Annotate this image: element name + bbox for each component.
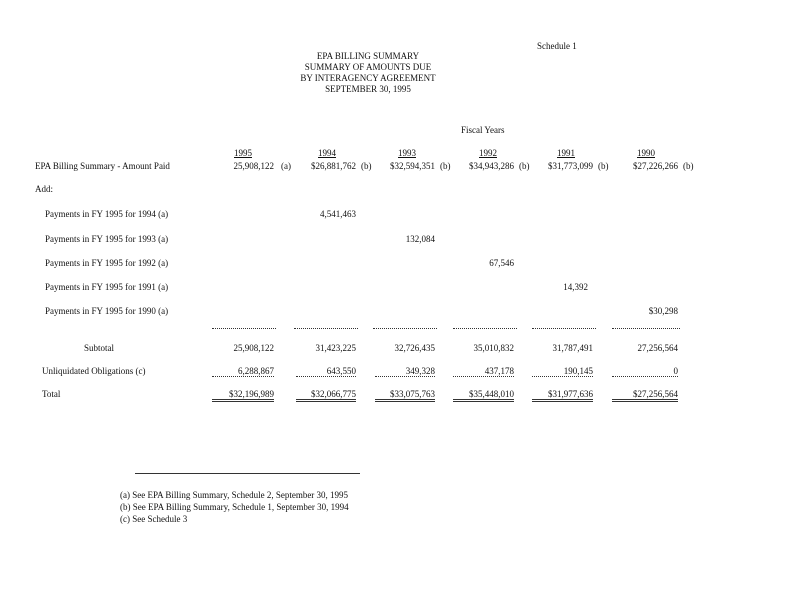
payment-row-label-1993: Payments in FY 1995 for 1993 (a): [45, 234, 169, 244]
year-header-1991: 1991: [557, 148, 575, 158]
total-value-1994: $32,066,775: [296, 389, 356, 402]
payment-value-1991: 14,392: [563, 282, 588, 292]
year-header-1993: 1993: [398, 148, 416, 158]
total-value-1995: $32,196,989: [212, 389, 274, 402]
billing-value-1993: $32,594,351: [390, 161, 435, 171]
subtotal-rule-1995: [212, 328, 276, 329]
total-value-1991: $31,977,636: [532, 389, 593, 402]
footnote-c: (c) See Schedule 3: [120, 514, 188, 524]
year-header-1995: 1995: [234, 148, 252, 158]
payment-value-1994: 4,541,463: [320, 209, 356, 219]
payment-value-1993: 132,084: [405, 234, 435, 244]
subtotal-value-1994: 31,423,225: [315, 343, 356, 353]
billing-value-1995: 25,908,122: [233, 161, 274, 171]
billing-note-1992: (b): [519, 161, 530, 171]
title-line-2: SUMMARY OF AMOUNTS DUE: [304, 62, 432, 72]
billing-value-1991: $31,773,099: [548, 161, 593, 171]
title-line-4: SEPTEMBER 30, 1995: [325, 84, 411, 94]
billing-value-1994: $26,881,762: [311, 161, 356, 171]
unliquidated-label: Unliquidated Obligations (c): [42, 366, 146, 376]
footnotes: [120, 489, 349, 525]
payment-row-label-1991: Payments in FY 1995 for 1991 (a): [45, 282, 169, 292]
unliquidated-value-1993: 349,328: [375, 366, 435, 377]
billing-value-1992: $34,943,286: [469, 161, 514, 171]
schedule-label: Schedule 1: [537, 41, 577, 51]
unliquidated-value-1994: 643,550: [296, 366, 356, 377]
subtotal-value-1995: 25,908,122: [233, 343, 274, 353]
year-header-1994: 1994: [318, 148, 336, 158]
payment-value-1992: 67,546: [489, 258, 514, 268]
add-label: Add:: [35, 184, 53, 194]
subtotal-rule-1992: [453, 328, 517, 329]
subtotal-label: Subtotal: [84, 343, 115, 353]
year-header-1992: 1992: [479, 148, 497, 158]
billing-note-1993: (b): [440, 161, 451, 171]
title-line-1: EPA BILLING SUMMARY: [316, 51, 420, 61]
title-block: [268, 51, 468, 95]
title-line-3: BY INTERAGENCY AGREEMENT: [300, 73, 436, 83]
unliquidated-value-1995: 6,288,867: [212, 366, 274, 377]
payment-value-1990: $30,298: [648, 306, 678, 316]
subtotal-rule-1994: [294, 328, 358, 329]
fiscal-years-label: Fiscal Years: [461, 125, 505, 135]
footnote-divider: [135, 473, 360, 474]
subtotal-rule-1991: [532, 328, 596, 329]
subtotal-value-1992: 35,010,832: [473, 343, 514, 353]
subtotal-value-1991: 31,787,491: [552, 343, 593, 353]
total-value-1990: $27,256,564: [612, 389, 678, 402]
billing-row-label: EPA Billing Summary - Amount Paid: [35, 161, 170, 171]
footnote-a: (a) See EPA Billing Summary, Schedule 2, September 30, 1995: [120, 490, 349, 500]
billing-note-1994: (b): [361, 161, 372, 171]
subtotal-rule-1993: [373, 328, 437, 329]
unliquidated-value-1992: 437,178: [453, 366, 514, 377]
payment-row-label-1994: Payments in FY 1995 for 1994 (a): [45, 209, 169, 219]
billing-note-1991: (b): [598, 161, 609, 171]
billing-note-1995: (a): [281, 161, 291, 171]
billing-note-1990: (b): [683, 161, 694, 171]
subtotal-value-1990: 27,256,564: [637, 343, 678, 353]
subtotal-value-1993: 32,726,435: [394, 343, 435, 353]
subtotal-rule-1990: [612, 328, 680, 329]
unliquidated-value-1991: 190,145: [532, 366, 593, 377]
billing-value-1990: $27,226,266: [633, 161, 678, 171]
total-label: Total: [42, 389, 61, 399]
payment-row-label-1992: Payments in FY 1995 for 1992 (a): [45, 258, 169, 268]
unliquidated-value-1990: 0: [612, 366, 678, 377]
total-value-1992: $35,448,010: [453, 389, 514, 402]
year-header-1990: 1990: [637, 148, 655, 158]
footnote-b: (b) See EPA Billing Summary, Schedule 1, September 30, 1994: [120, 502, 349, 512]
payment-row-label-1990: Payments in FY 1995 for 1990 (a): [45, 306, 169, 316]
total-value-1993: $33,075,763: [375, 389, 435, 402]
